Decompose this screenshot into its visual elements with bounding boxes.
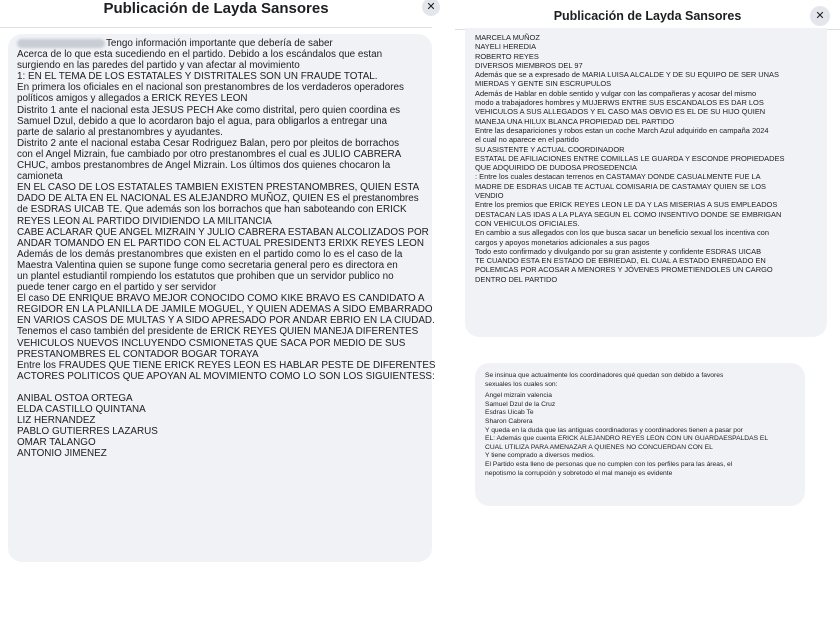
reply-text-line: nepotismo la corrupción y sobretodo el mal manejo es evidente	[485, 469, 673, 477]
comment-text-line: REGIDOR EN LA PLANILLA DE JAMILE MOGUEL, Y QUIEN ADEMAS A SIDO EMBARRADO	[17, 304, 433, 316]
reply-text-line: El Partido esta lleno de personas que no cumplen con los perfiles para las áreas, el	[485, 460, 733, 468]
comment-text-line: VEHICULOS A SUS ALLEGADOS Y EL CASO MAS OBVIO ES EL DE SU HIJO QUIEN	[475, 107, 766, 117]
comment-text-line: Además que se a expresado de MARIA LUISA ALCALDE Y DE SU EQUIPO DE SER UNAS	[475, 70, 779, 80]
comment-text-line: CON VEHICULOS OFICIALES.	[475, 218, 580, 228]
comment-text-line: DESTACAN LAS IDAS A LA PLAYA SEGUN EL COMO INSENTIVO DONDE SE EMBRIGAN	[475, 209, 782, 219]
reply-text-line: Sharon Cabrera	[485, 417, 533, 425]
comment-text-line: MARCELA MUÑOZ	[475, 33, 540, 42]
mentioned-name: ANIBAL OSTOA ORTEGA	[17, 392, 133, 404]
comment-text-line: Entre los FRAUDES QUE TIENE ERICK REYES LEON ES HABLAR PESTE DE DIFERENTES	[17, 359, 436, 371]
comment-text-line: ACTORES POLITICOS QUE APOYAN AL MOVIMIENTO COMO LO SON LOS SIGUIENTESS:	[17, 370, 435, 382]
comment-text-line: Distrito 2 ante el nacional estaba Cesar Rodriguez Balan, pero por pleitos de borrachos	[17, 137, 400, 149]
comment-text-line: con el Angel Mizrain, fue cambiado por otro prestanombres el cual es JULIO CABRERA	[17, 148, 402, 160]
reply-bubble	[475, 363, 805, 506]
reply-intro	[485, 372, 797, 389]
close-icon[interactable]: ✕	[422, 0, 440, 16]
comment-text-line: VENDIO	[475, 191, 504, 201]
comment-text-line: MIERDAS Y GENTE SIN ESCRUPULOS	[475, 79, 612, 89]
comment-text-line: En primera los oficiales en el nacional son prestanombres de los verdaderos operadores	[17, 82, 404, 94]
comment-text-line: 1: EN EL TEMA DE LOS ESTATALES Y DISTRITALES SON UN FRAUDE TOTAL.	[17, 71, 378, 83]
reply-text-line: Esdras Uicab Te	[485, 409, 534, 417]
comment-text-line: Samuel Dzul, debido a que lo acordaron bajo el agua, para obligarlos a entregar una	[17, 115, 388, 127]
comment-text-line: Además de los demás prestanombres que existen en el partido como lo es el caso de la	[17, 248, 403, 260]
comment-text-line: cargos y apoyos monetarios adicionales a sus pagos	[475, 237, 650, 247]
comment-first-line	[17, 38, 424, 49]
comment-body	[475, 33, 819, 284]
mentioned-name: OMAR TALANGO	[17, 437, 96, 449]
comment-text-line: EN VARIOS CASOS DE MULTAS Y A SIDO APRESADO POR ANDAR EBRIO EN LA CIUDAD.	[17, 315, 435, 327]
comment-text-line: CABE ACLARAR QUE ANGEL MIZRAIN Y JULIO CABRERA ESTABAN ALCOLIZADOS POR	[17, 226, 429, 238]
comment-text-line: Maestra Valentina quien se supone funge como secretaria general pero es directora en	[17, 259, 398, 271]
mentioned-name: ANTONIO JIMENEZ	[17, 448, 107, 460]
comment-text-line: DIVERSOS MIEMBROS DEL 97	[475, 60, 583, 70]
comment-bubble	[465, 28, 827, 337]
comment-text-line: camioneta	[17, 171, 63, 183]
comment-text-line: POLEMICAS POR ACOSAR A MENORES Y JÓVENES PROMETIENDOLES UN CARGO	[475, 265, 773, 275]
comment-text-line: ANDAR TOMANDO EN EL PARTIDO CON EL ACTUAL PRESIDENT3 ERIXK REYES LEON	[17, 237, 424, 249]
comment-text-line: CHUC, ambos prestanombres de Angel Mizrain. Los últimos dos quienes chocaron la	[17, 160, 391, 172]
comment-text-line: Acerca de lo que esta sucediendo en el partido. Debido a los escándalos que estan	[17, 49, 383, 61]
paragraph-gap	[17, 382, 424, 393]
comment-text-line: modo a trabajadores hombres y MUJERWS ENTRE SUS ESCANDALOS ES DAR LOS	[475, 98, 764, 108]
comment-text-line: El caso DE ENRIQUE BRAVO MEJOR CONOCIDO COMO KIKE BRAVO ES CANDIDATO A	[17, 293, 425, 305]
reply-text-line: Se insinua que actualmente los coordinadores qué quedan son debido a favores	[485, 372, 724, 379]
comment-text-line: REYES LEON AL PARTIDO DIVIDIENDO LA MILITANCIA	[17, 215, 272, 227]
post-dialog-title: Publicación de Layda Sansores	[103, 0, 329, 17]
reply-text-line: Angel mizrain valencia	[485, 392, 552, 400]
mentioned-name: PABLO GUTIERRES LAZARUS	[17, 426, 158, 438]
mentioned-name: LIZ HERNANDEZ	[17, 415, 96, 427]
close-icon[interactable]: ✕	[810, 6, 830, 26]
comment-text-line: Entre las desapariciones y robos estan un coche March Azul adquirido en campaña 2024	[475, 125, 769, 135]
reply-text-line: sexuales los cuales son:	[485, 380, 558, 388]
comment-text-line: TE CUANDO ESTA EN ESTADO DE EBRIEDAD, EL CUAL A ESTADO ENREDADO EN	[475, 256, 766, 266]
post-dialog-header	[455, 0, 840, 30]
comment-text-line: ESTATAL DE AFILIACIONES ENTRE COMILLAS LE GUARDA Y ESCONDE PROPIEDADES	[475, 153, 785, 163]
comment-text-line: Entre los premios que ERICK REYES LEON LE DA Y LAS MISERIAS A SUS EMPLEADOS	[475, 200, 778, 210]
comment-text-line: PRESTANOMBRES EL CONTADOR BOGAR TORAYA	[17, 348, 259, 360]
comment-text-line: Todo esto confirmado y divulgando por su gran asistente y confidente ESDRAS UICAB	[475, 246, 762, 256]
blurred-author-name	[17, 39, 105, 48]
comment-text-line: puede tener cargo en el partido y ser servidor	[17, 282, 217, 294]
comment-body	[17, 49, 436, 382]
post-dialog-title: Publicación de Layda Sansores	[553, 9, 742, 23]
comment-text-line: : Entre los cuales destacan terrenos en CASTAMAY DONDE CASUALMENTE FUE LA	[475, 172, 761, 182]
comment-bubble	[8, 34, 436, 562]
comment-text-line: EN EL CASO DE LOS ESTATALES TAMBIEN EXISTEN PRESTANOMBRES, QUIEN ESTA	[17, 182, 420, 194]
reply-text-line: Samuel Dzul de la Cruz	[485, 400, 556, 408]
comment-text-line: Tengo información importante que debería de saber	[106, 38, 333, 49]
comment-text-line: surgiendo en las paredes del partido y van afectar al movimiento	[17, 60, 300, 72]
comment-name-list	[17, 393, 424, 460]
comment-text-line: Distrito 1 ante el nacional esta JESUS PECH Ake como distrital, pero quien coordina es	[17, 104, 401, 116]
comment-text-line: Tenemos el caso también del presidente de ERICK REYES QUIEN MANEJA DIFERENTES	[17, 326, 419, 338]
post-dialog-header	[0, 0, 436, 28]
comment-text-line: DENTRO DEL PARTIDO	[475, 274, 558, 284]
reply-text-line: Y queda en la duda que las antiguas coordinadoras y coordinadores tienen a pasar por	[485, 426, 743, 434]
reply-text-line: Y tiene comprado a diversos medios.	[485, 452, 595, 460]
comment-text-line: DADO DE ALTA EN EL NACIONAL ES ALEJANDRO MUÑOZ, QUIEN ES el prestanombres	[17, 193, 419, 205]
comment-text-line: VEHICULOS NUEVOS INCLUYENDO CSMIONETAS QUE SACA POR MEDIO DE SUS	[17, 337, 406, 349]
reply-text-line: CUAL UTILIZA PARA AMENAZAR A QUIENES NO CONCUERDAN CON EL	[485, 443, 713, 451]
comment-text-line: el cual no aparece en el partido	[475, 135, 579, 145]
comment-text-line: En cambio a sus allegados con los que busca sacar un beneficio sexual los incentiva con	[475, 228, 769, 238]
comment-text-line: parte de salario al prestanombres y ayudantes.	[17, 126, 223, 138]
reply-body	[485, 392, 797, 478]
comment-text-line: ROBERTO REYES	[475, 51, 539, 61]
comment-text-line: de ESDRAS UICAB TE. Que además son los borrachos que han saboteando con ERICK	[17, 204, 407, 216]
comment-text-line: QUE ADQUIRIDO DE DUDOSA PROSEDENCIA	[475, 163, 638, 173]
comment-text-line: SU ASISTENTE Y ACTUAL COORDINADOR	[475, 144, 625, 154]
right-post-panel	[455, 0, 840, 630]
comment-text-line: MANEJA UNA HILUX BLANCA PROPIEDAD DEL PARTIDO	[475, 116, 675, 126]
comment-text-line: políticos amigos y allegados a ERICK REYES LEON	[17, 93, 248, 105]
comment-text-line: NAYELI HEREDIA	[475, 42, 537, 52]
comment-text-line: Además de Hablar en doble sentido y vulgar con las compañeras y acosar del mismo	[475, 88, 757, 98]
comment-text-line: MADRE DE ESDRAS UICAB TE ACTUAL COMISARIA DE CASTAMAY QUIEN SE LOS	[475, 181, 766, 191]
mentioned-name: ELDA CASTILLO QUINTANA	[17, 404, 146, 415]
reply-text-line: EL: Además que cuenta ERICK ALEJANDRO REYES LEON CON UN GUARDAESPALDAS EL	[485, 435, 769, 443]
comment-text-line: un plantel estudiantil rompiendo los estatutos que prohiben que un servidor publico no	[17, 270, 394, 282]
